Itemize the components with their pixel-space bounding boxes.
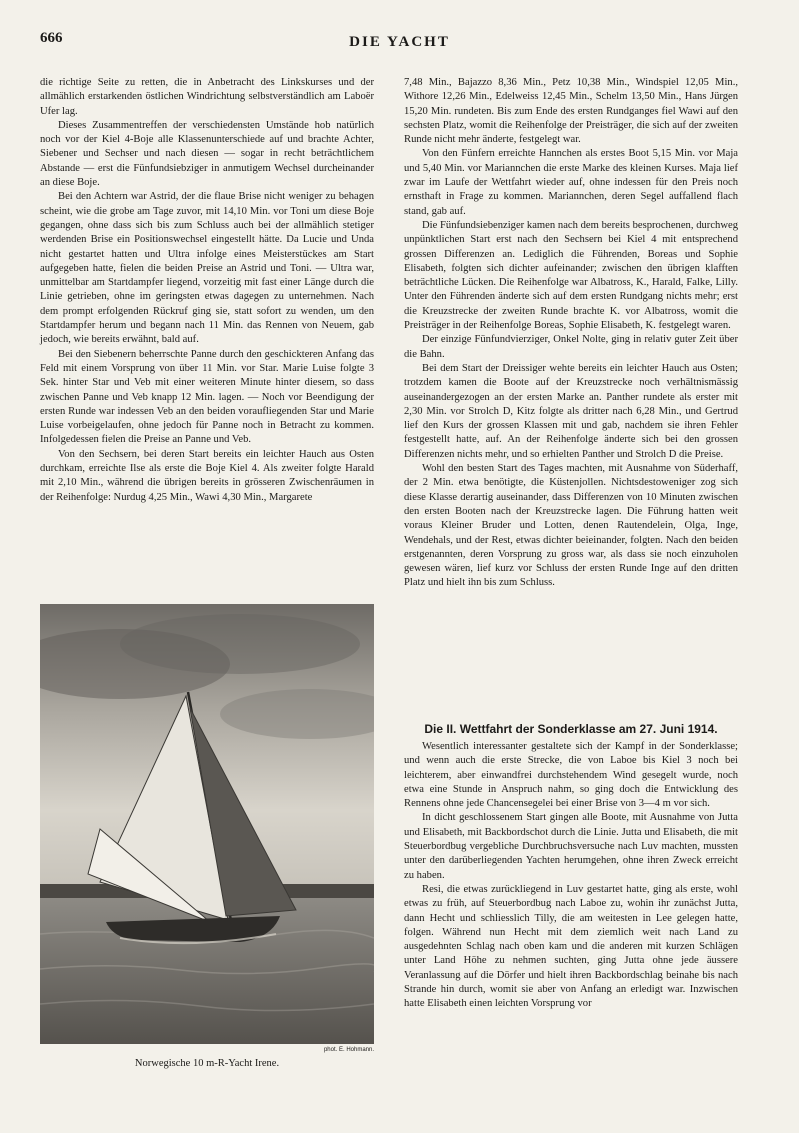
section-heading: Die II. Wettfahrt der Sonderklasse am 27. Juni 1914.: [424, 722, 718, 736]
left-text-column: [40, 76, 374, 505]
page-number: 666: [40, 30, 63, 46]
paragraph: Bei den Achtern war Astrid, der die flaue Brise nicht weniger zu behagen scheint, wie die grobe am Tage zuvor, mit 14,10 Min. vor Toni um diese Boje gegangen, ohne dass sich bis zum Schluss auch bei der allmählich stetiger werdenden Brise ein Positionswechsel eingestellt hätte. Da Lucie und Unda nicht gestartet hatten und Ultra infolge eines Meisterstückes am Start aufgegeben hatte, fielen die beiden Preise an Astrid und Toni. — Ultra war, unmittelbar am Startdampfer liegend, vorzeitig mit fast einer Länge durch die Linie getrieben, ohne im geringsten etwas dagegen zu unternehmen. Nach dem prompt erfolgenden Rückruf ging sie, statt sofort zu wenden, um den Startdampfer herum und begann nach 11 Min. das Rennen von Neuem, gab jedoch, wie bereits erwähnt, bald auf.: [40, 191, 374, 346]
paragraph: Wesentlich interessanter gestaltete sich der Kampf in der Sonderklasse; und wenn auch die erste Strecke, die von Laboe bis Kiel 3 noch bei leichterem, aber einwandfrei durchstehendem Wind gesegelt wurde, noch etwa eine Stunde in Anspruch nahm, so ging doch die Entwicklung des Rennens ohne jede Chancensegelei bei einer Brise von 3—4 m vor sich.: [404, 741, 738, 810]
paragraph: 7,48 Min., Bajazzo 8,36 Min., Petz 10,38 Min., Windspiel 12,05 Min., Withore 12,26 Min., Edelweiss 12,45 Min., Schelm 13,50 Min., Hans Jürgen 15,20 Min. rundeten. Bis zum Ende des ersten Rundganges fiel Wawi auf den sechsten Platz, womit die Reihenfolge der Preisträger, die sich auf der zweiten Runde nicht mehr änderte, festgelegt war.: [404, 77, 738, 146]
photo-caption: Norwegische 10 m-R-Yacht Irene.: [134, 1058, 280, 1069]
paragraph: Wohl den besten Start des Tages machten, mit Ausnahme von Süderhaff, der 2 Min. etwa benötigte, die Küstenjollen. Nichtsdestoweniger zog sich diese Klasse derartig auseinander, dass Differenzen von 10 Minuten zwischen den ersten Booten nach der Kreuzstrecke lagen. Die Führung hatten weit voraus Kleiner Bruder und Lotten, denen Rautendelein, Olga, Inge, Wendehals, und der Rest, etwas dichter beieinander, folgten. Nach den beiden erstgenannten, deren Vorsprung zu gross war, als dass sie noch einzuholen gewesen wären, lief kurz vor Schluss der ersten Runde Inge auf den dritten Platz und hielt ihn bis zum Schluss.: [404, 463, 738, 589]
section-text-column: [404, 740, 738, 1012]
paragraph: die richtige Seite zu retten, die in Anbetracht des Linkskurses und der allmählich erstarkenden östlichen Windrichtung selbstverständlich am Laboër Ufer lag.: [40, 77, 374, 117]
running-head-title: DIE YACHT: [349, 34, 450, 50]
paragraph: Bei den Siebenern beherrschte Panne durch den geschickteren Anfang das Feld mit einem Vorsprung von über 11 Min. vor Star. Marie Luise folgte 3 Sek. hinter Star und Veb mit einer weiteren Minute hinter diesem, so dass zwischen Panne und Veb knapp 12 Min. lagen. — Noch vor Beendigung der ersten Runde war indessen Veb an den beiden voraufliegenden Star und Marie Luise vorbeigelaufen, ohne jedoch für Panne noch in Betracht zu kommen. Infolgedessen fielen die Preise an Panne und Veb.: [40, 348, 374, 446]
paragraph: Die Fünfundsiebenziger kamen nach dem bereits besprochenen, durchweg unpünktlichen Start erst nach den Sechsern bei Kiel 4 mit entsprechend grossen Differenzen an. Lediglich die Führenden, Boreas und Sophie Elisabeth, folgten sich dichter aufeinander; zwischen den übrigen klafften beträchtliche Lücken. Die Reihenfolge war Albatross, K., Harald, Falke, Lilly. Unter den Führenden änderte sich auf dem ersten Rundgang nichts mehr; erst die Kreuzstrecke der zweiten Runde brachte K. vor Albatross, womit die Preisträger in der Reihenfolge Boreas, Sophie Elisabeth, K. festgelegt waren.: [404, 219, 738, 332]
sailboat-image: [40, 604, 374, 1044]
paragraph: In dicht geschlossenem Start gingen alle Boote, mit Ausnahme von Jutta und Elisabeth, mit Backbordschot durch die Linie. Jutta und Elisabeth, die mit Steuerbordbug vergebliche Durchbruchsversuche nach Luv machten, mussten unter den darüberliegenden Yachten herumgehen, ohne ihren Zweck erreicht zu haben.: [404, 812, 738, 881]
paragraph: Bei dem Start der Dreissiger wehte bereits ein leichter Hauch aus Osten; trotzdem kamen die Boote auf der Kreuzstrecke noch verhältnismässig auseinandergezogen an der ersten Marke an. Panther rundete als erster mit 2,30 Min. vor Strolch D, Kitz folgte als dritter nach 6,28 Min., und Gertrud lief den Kurs der grossen Klassen mit und gab, nachdem sie ihren Fehler festgestellt hatte, auf. An der Reihenfolge änderte sich bei den grossen Differenzen nichts mehr, und so erhielten Panther und Strolch D die Preise.: [404, 362, 738, 460]
paragraph: Der einzige Fünfundvierziger, Onkel Nolte, ging in relativ guter Zeit über die Bahn.: [404, 334, 738, 360]
paragraph: Von den Sechsern, bei deren Start bereits ein leichter Hauch aus Osten durchkam, erreichte Ilse als erste die Boje Kiel 4. Als zweiter folgte Harald mit 2,10 Min., während die übrigen bereits in grösseren Zwischenräumen in der Reihenfolge: Nurdug 4,25 Min., Wawi 4,30 Min., Margarete: [40, 448, 374, 503]
right-text-column: [404, 76, 738, 591]
paragraph: Von den Fünfern erreichte Hannchen als erstes Boot 5,15 Min. vor Maja und 5,40 Min. vor Mariannchen die erste Marke des kleinen Kurses. Maja lief zwar im Laufe der Wettfahrt wieder auf, ohne indessen für den Preis noch ernsthaft in Frage zu kommen. Mariannchen, deren Segel auffallend flach stand, gab auf.: [404, 148, 738, 217]
yacht-photograph: [40, 604, 374, 1044]
paragraph: Dieses Zusammentreffen der verschiedensten Umstände hob natürlich noch vor der Kiel 4-Boje alle Klassenunterschiede auf und brachte Achter, Siebener und Sechser und nach diesen — sogar in recht beträchtlichem Abstande — erst die Fünfundsiebziger in anmutigem Wechsel durcheinander an diese Boje.: [40, 119, 374, 189]
photo-credit: phot. E. Hohmann.: [323, 1047, 374, 1053]
paragraph: Resi, die etwas zurückliegend in Luv gestartet hatte, ging als erste, wohl etwas zu früh, auf Steuerbordbug nach Laboe zu, wohin ihr zunächst Jutta, dann Hecht und schliesslich Tilly, die am weitesten in Lee gelegen hatte, folgen. Während nun Hecht mit dem ziemlich weit nach Land zu ausgedehnten Schlag nach oben kam und die anderen mit kurzen Schlägen unter Land Höhe zu nehmen suchten, ging Jutta ohne jede äussere Veranlassung auf die Dörfer und hielt ihren Backbordschlag beinahe bis nach Strande hin durch, womit sie aber von Anfang an erledigt war. Inzwischen hatte Elisabeth einen leichten Vorsprung vor: [404, 883, 738, 1010]
